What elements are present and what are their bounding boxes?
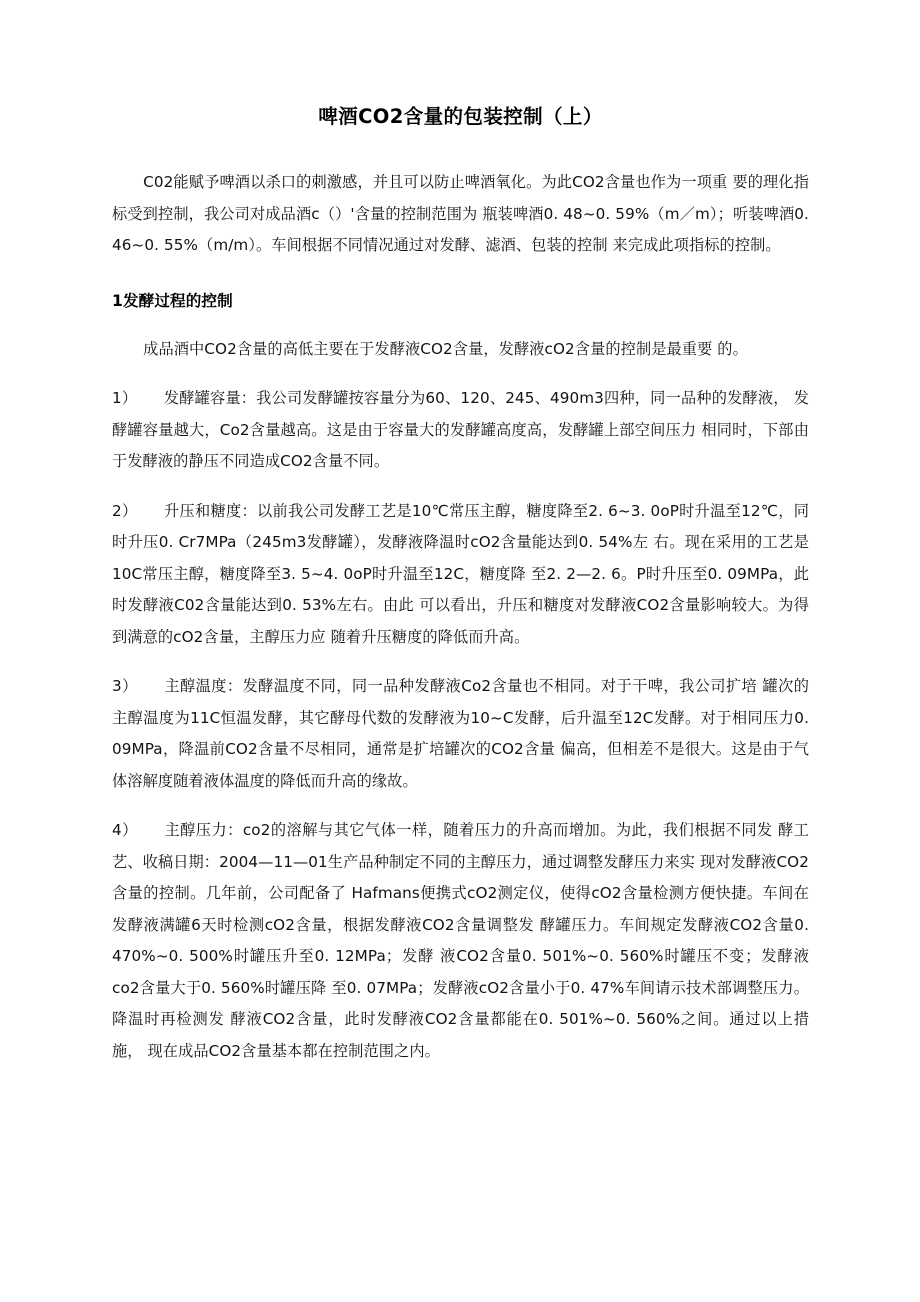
list-item <box>112 496 809 654</box>
list-item-marker: 4） <box>112 821 138 840</box>
list-item-text: 升压和糖度：以前我公司发酵工艺是10℃常压主醇，糖度降至2. 6~3. 0oP时升温至12℃，同时升压0. Cr7MPa（245m3发酵罐），发酵液降温时cO2含量能达到0. 54%左 右。现在采用的工艺是10C常压主醇，糖度降至3. 5~4. 0oP时升温至12C，糖度降 至2. 2—2. 6。P时升压至0. 09MPa，此时发酵液C02含量能达到0. 53%左右。由此 可以看出，升压和糖度对发酵液CO2含量影响较大。为得到满意的cO2含量，主醇压力应 随着升压糖度的降低而升高。 <box>112 501 809 646</box>
section-heading-fermentation: 1发酵过程的控制 <box>112 291 233 310</box>
page-title: 啤酒CO2含量的包装控制（上） <box>318 105 603 128</box>
list-item-marker: 2） <box>112 501 138 520</box>
section-intro-paragraph: 成品酒中CO2含量的高低主要在于发酵液CO2含量，发酵液cO2含量的控制是最重要 的。 <box>143 339 748 358</box>
list-item-text: 主醇压力：co2的溶解与其它气体一样，随着压力的升高而增加。为此，我们根据不同发 酵工艺、收稿日期：2004—11—01生产品种制定不同的主醇压力，通过调整发酵压力来实 现对发酵液CO2含量的控制。几年前，公司配备了 Hafmans便携式cO2测定仪，使得cO2含量检测方便快捷。车间在发酵液满罐6天时检测cO2含量，根据发酵液CO2含量调整发 酵罐压力。车间规定发酵液CO2含量0. 470%~0. 500%时罐压升至0. 12MPa；发酵 液CO2含量0. 501%~0. 560%时罐压不变；发酵液co2含量大于0. 560%时罐压降 至0. 07MPa；发酵液cO2含量小于0. 47%车间请示技术部调整压力。降温时再检测发 酵液CO2含量，此时发酵液CO2含量都能在0. 501%~0. 560%之间。通过以上措施， 现在成品CO2含量基本都在控制范围之内。 <box>112 821 809 1060</box>
document-body <box>112 104 809 1085</box>
intro-paragraph: C02能赋予啤酒以杀口的刺激感，并且可以防止啤酒氧化。为此CO2含量也作为一项重 要的理化指标受到控制，我公司对成品酒c（）'含量的控制范围为 瓶装啤酒0. 48~0. 59%（m／m）；听装啤酒0. 46~0. 55%（m/m）。车间根据不同情况通过对发酵、滤酒、包装的控制 来完成此项指标的控制。 <box>112 173 809 255</box>
list-item <box>112 671 809 797</box>
list-item <box>112 815 809 1067</box>
list-item-text: 主醇温度：发酵温度不同，同一品种发酵液Co2含量也不相同。对于干啤，我公司扩培 罐次的主醇温度为11C恒温发酵，其它酵母代数的发酵液为10~C发酵，后升温至12C发酵。对于相同压力0. 09MPa，降温前CO2含量不尽相同，通常是扩培罐次的CO2含量 偏高，但相差不是很大。这是由于气体溶解度随着液体温度的降低而升高的缘故。 <box>112 677 809 790</box>
list-item-text: 发酵罐容量：我公司发酵罐按容量分为60、120、245、490m3四种，同一品种的发酵液， 发酵罐容量越大，Co2含量越高。这是由于容量大的发酵罐高度高，发酵罐上部空间压力 相同时，下部由于发酵液的静压不同造成CO2含量不同。 <box>112 389 809 471</box>
list-item-marker: 3） <box>112 677 138 696</box>
list-item <box>112 383 809 478</box>
list-item-marker: 1） <box>112 389 138 408</box>
